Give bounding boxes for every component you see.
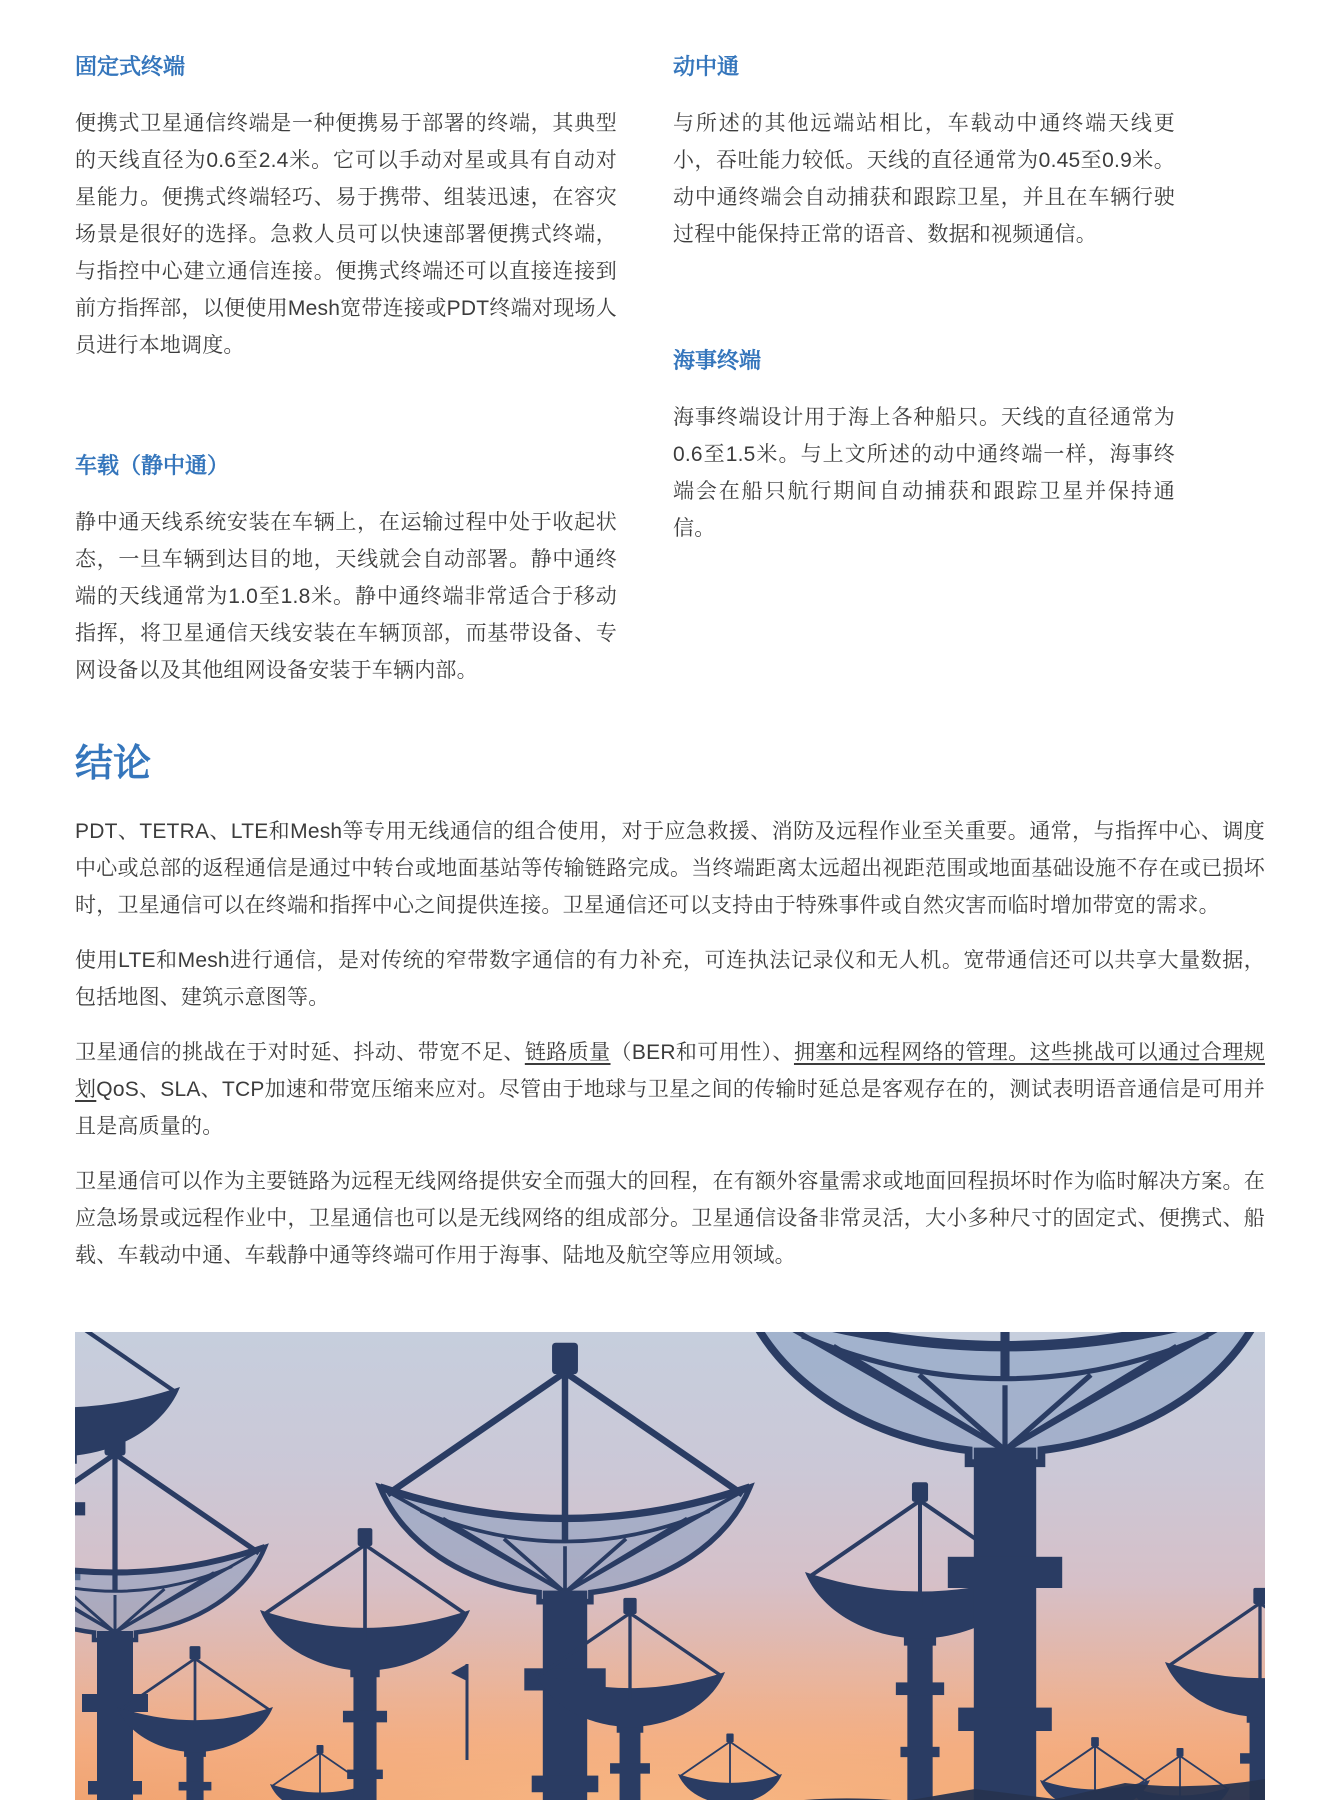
satellite-dish-photo xyxy=(75,1332,1265,1800)
two-column-section xyxy=(75,53,1265,689)
text-run: （BER和可用性）、 xyxy=(610,1041,794,1064)
text-run: 链路质量 xyxy=(524,1041,611,1064)
column-left xyxy=(75,53,617,689)
text-run: QoS、SLA、TCP加速和带宽压缩来应对。尽管由于地球与卫星之间的传输时延总是客观存在的，测试表明语音通信是可用并且是高质量的。 xyxy=(75,1078,1266,1138)
text-run: 卫星通信的挑战在于对时延、抖动、带宽不足、 xyxy=(75,1041,525,1064)
section-heading-vehicle-static: 车载（静中通） xyxy=(75,453,230,478)
section-vehicle-static xyxy=(75,452,617,689)
section-paragraph-vehicle-static: 静中通天线系统安装在车辆上，在运输过程中处于收起状态，一旦车辆到达目的地，天线就会自动部署。静中通终端的天线通常为1.0至1.8米。静中通终端非常适合于移动指挥，将卫星通信天线安装在车辆顶部，而基带设备、专网设备以及其他组网设备安装于车辆内部。 xyxy=(75,511,617,682)
section-heading-comms-on-the-move: 动中通 xyxy=(673,54,740,79)
conclusion-paragraph xyxy=(75,1034,1265,1145)
text-run: PDT、TETRA、LTE和Mesh等专用无线通信的组合使用，对于应急救援、消防及远程作业至关重要。通常，与指挥中心、调度中心或总部的返程通信是通过中转台或地面基站等传输链路完成。当终端距离太远超出视距范围或地面基础设施不存在或已损坏时，卫星通信可以在终端和指挥中心之间提供连接。卫星通信还可以支持由于特殊事件或自然灾害而临时增加带宽的需求。 xyxy=(75,820,1265,917)
conclusion-paragraph xyxy=(75,1163,1265,1274)
conclusion-paragraph xyxy=(75,813,1265,924)
section-heading-fixed-terminal: 固定式终端 xyxy=(75,54,186,79)
section-paragraph-maritime-terminal: 海事终端设计用于海上各种船只。天线的直径通常为0.6至1.5米。与上文所述的动中通终端一样，海事终端会在船只航行期间自动捕获和跟踪卫星并保持通信。 xyxy=(673,406,1175,540)
section-comms-on-the-move xyxy=(673,53,1175,253)
section-paragraph-comms-on-the-move: 与所述的其他远端站相比，车载动中通终端天线更小，吞吐能力较低。天线的直径通常为0.45至0.9米。动中通终端会自动捕获和跟踪卫星，并且在车辆行驶过程中能保持正常的语音、数据和视频通信。 xyxy=(673,112,1175,246)
section-paragraph-fixed-terminal: 便携式卫星通信终端是一种便携易于部署的终端，其典型的天线直径为0.6至2.4米。它可以手动对星或具有自动对星能力。便携式终端轻巧、易于携带、组装迅速，在容灾场景是很好的选择。急救人员可以快速部署便携式终端，与指控中心建立通信连接。便携式终端还可以直接连接到前方指挥部，以便使用Mesh宽带连接或PDT终端对现场人员进行本地调度。 xyxy=(75,112,617,357)
conclusion-paragraph xyxy=(75,942,1265,1016)
section-maritime-terminal xyxy=(673,347,1175,547)
text-run: 卫星通信可以作为主要链路为远程无线网络提供安全而强大的回程，在有额外容量需求或地面回程损坏时作为临时解决方案。在应急场景或远程作业中，卫星通信也可以是无线网络的组成部分。卫星通信设备非常灵活，大小多种尺寸的固定式、便携式、船载、车载动中通、车载静中通等终端可作用于海事、陆地及航空等应用领域。 xyxy=(75,1170,1265,1267)
conclusion-heading: 结论 xyxy=(75,743,152,785)
text-run: 拥塞和远程网络的管理。这些挑战可以通过合理规划 xyxy=(75,1041,1265,1101)
text-run: 使用LTE和Mesh进行通信，是对传统的窄带数字通信的有力补充，可连执法记录仪和无人机。宽带通信还可以共享大量数据，包括地图、建筑示意图等。 xyxy=(75,949,1265,1009)
column-right xyxy=(673,53,1175,547)
section-fixed-terminal xyxy=(75,53,617,364)
section-heading-maritime-terminal: 海事终端 xyxy=(673,348,762,373)
satellite-dish-photo-image xyxy=(75,1332,1265,1800)
